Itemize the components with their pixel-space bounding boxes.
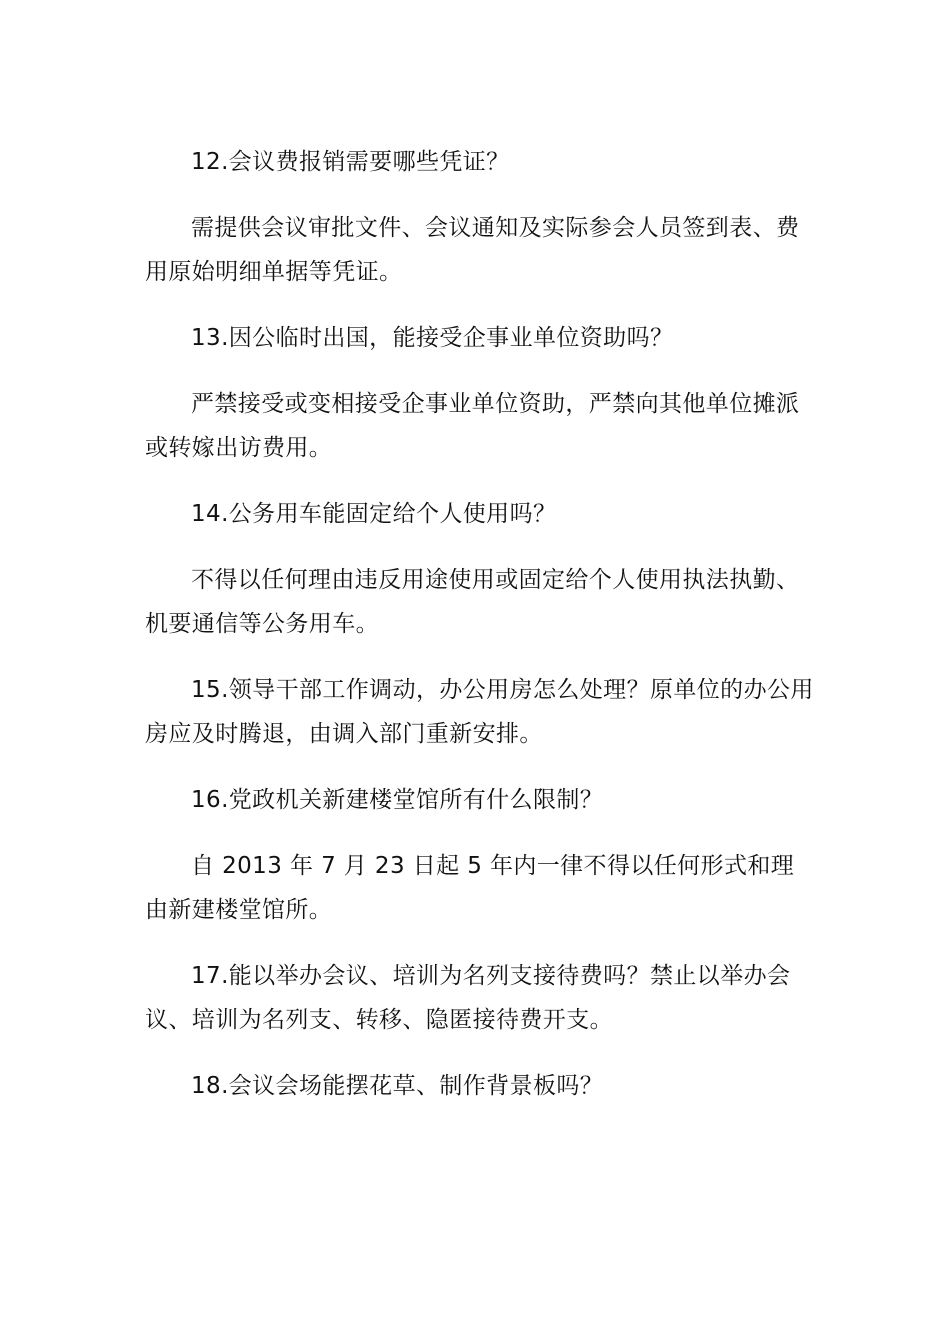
- question-answer-15: 15.领导干部工作调动，办公用房怎么处理？原单位的办公用房应及时腾退，由调入部门重新安排。: [145, 677, 814, 747]
- question-12: 12.会议费报销需要哪些凭证？: [191, 149, 510, 175]
- question-16: 16.党政机关新建楼堂馆所有什么限制？: [191, 787, 604, 813]
- question-18: 18.会议会场能摆花草、制作背景板吗？: [191, 1073, 604, 1099]
- document-body: [145, 140, 815, 1130]
- question-13: 13.因公临时出国，能接受企事业单位资助吗？: [191, 325, 674, 351]
- answer-16: 自 2013 年 7 月 23 日起 5 年内一律不得以任何形式和理由新建楼堂馆所。: [145, 853, 795, 923]
- question-answer-17: 17.能以举办会议、培训为名列支接待费吗？禁止以举办会议、培训为名列支、转移、隐匿接待费开支。: [145, 963, 791, 1033]
- answer-12: 需提供会议审批文件、会议通知及实际参会人员签到表、费用原始明细单据等凭证。: [145, 215, 800, 285]
- question-14: 14.公务用车能固定给个人使用吗？: [191, 501, 557, 527]
- answer-13: 严禁接受或变相接受企事业单位资助，严禁向其他单位摊派或转嫁出访费用。: [145, 391, 800, 461]
- answer-14: 不得以任何理由违反用途使用或固定给个人使用执法执勤、机要通信等公务用车。: [145, 567, 800, 637]
